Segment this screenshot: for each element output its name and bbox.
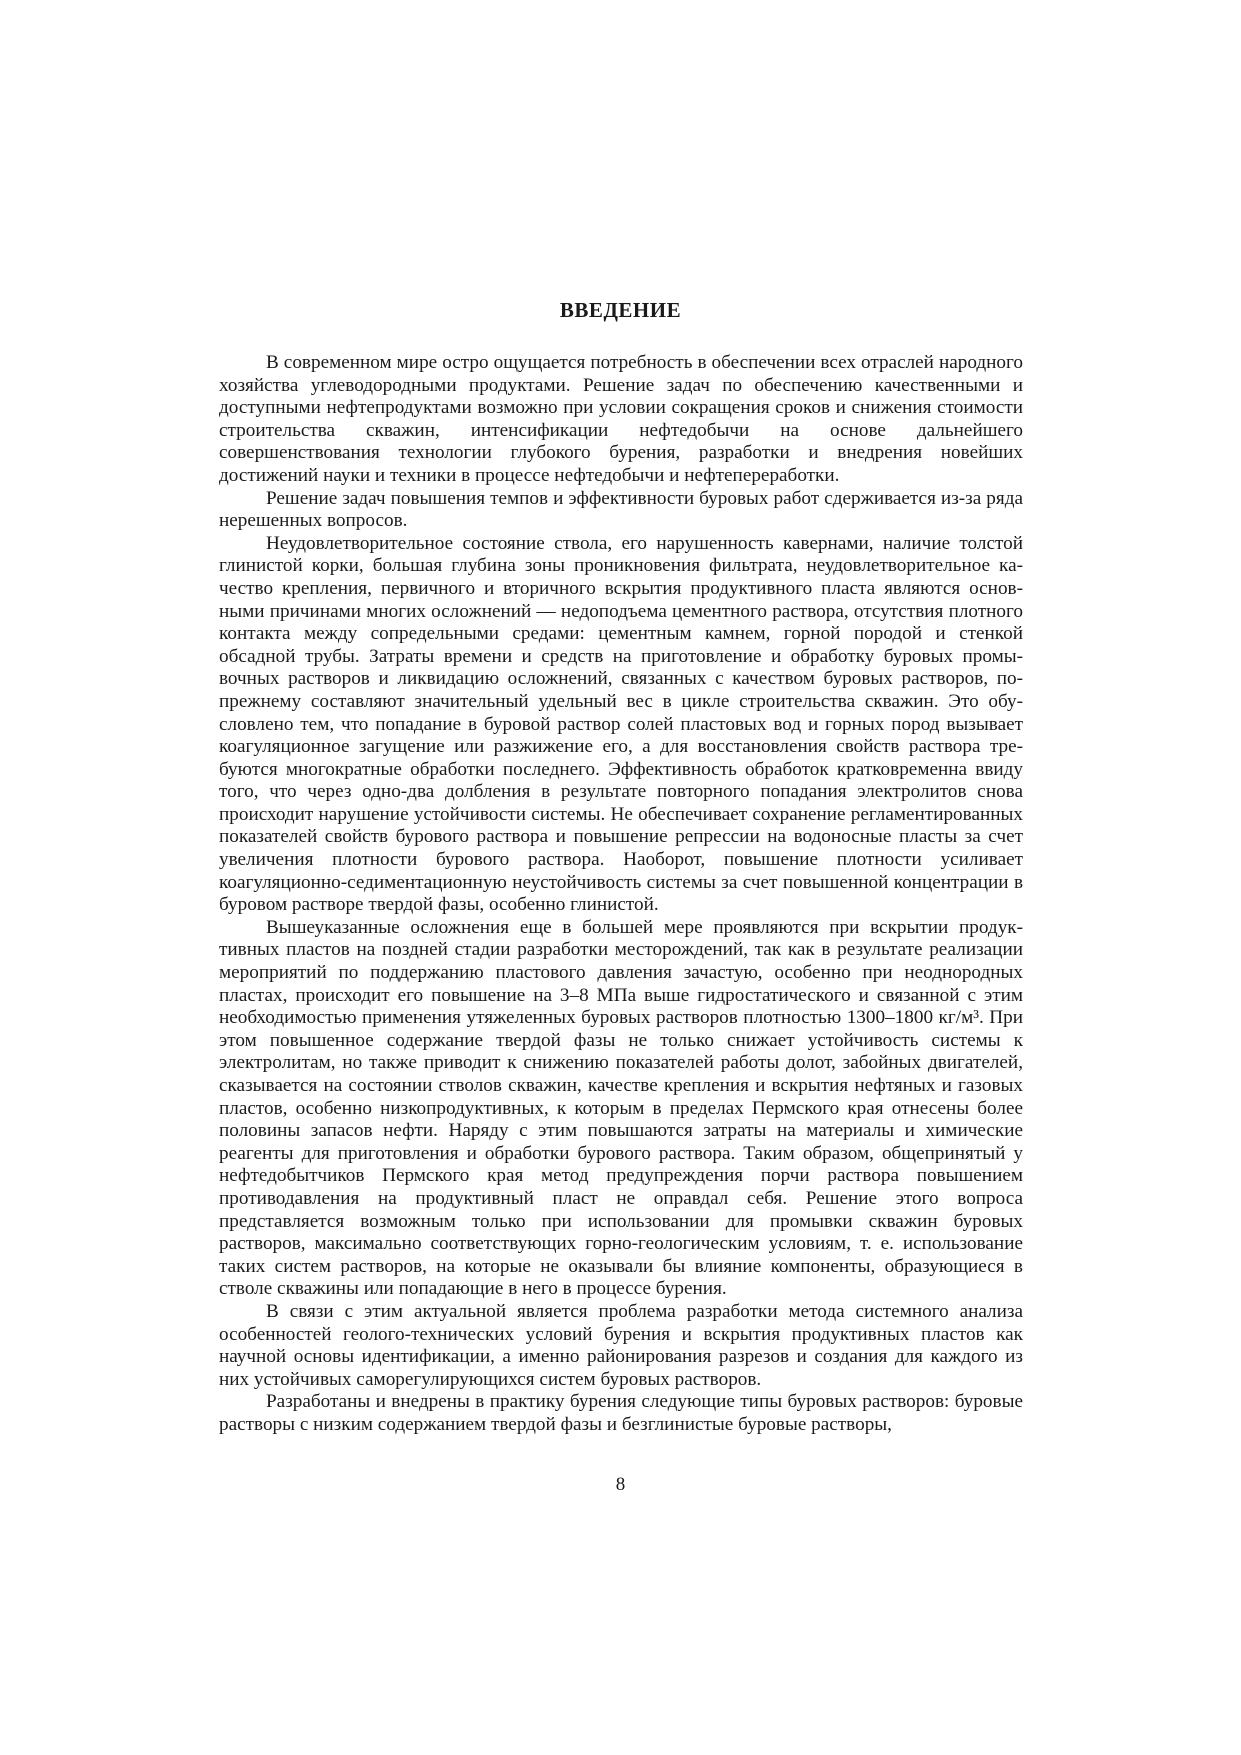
body-text <box>219 352 1023 1437</box>
paragraph: Разработаны и внедрены в практику бурения следующие типы буровых растворов: буровые растворы с низким содержанием твердой фазы и безглинистые буровые растворы, <box>219 1391 1023 1435</box>
paragraph: В связи с этим актуальной является проблема разработки метода системного анализа особенностей геолого-технических условий бурения и вскрытия продуктивных пластов как научной основы идентификации, а именно районирования разрезов и создания для каждого из них устойчивых саморегулирующихся систем буровых растворов. <box>219 1300 1023 1390</box>
paragraph: Вышеуказанные осложнения еще в большей мере проявляются при вскрытии продуктивных пластов на поздней стадии разработки месторождений, так как в результате реализации мероприятий по поддержанию пластового давления зачастую, особенно при неоднородных пластах, происходит его повышение на 3–8 МПа выше гидростатического и связанной с этим необходимостью применения утяжеленных буровых растворов плотностью 1300–1800 кг/м³. При этом повышенное содержание твердой фазы не только снижает устойчивость системы к электролитам, но также приводит к снижению показателей работы долот, забойных двигателей, сказывается на состоянии стволов скважин, качестве крепления и вскрытия нефтяных и газовых пластов, особенно низкопродуктивных, к которым в пределах Пермского края отнесены более половины запасов нефти. Наряду с этим повышаются затраты на материалы и химические реагенты для приготовления и обработки бурового раствора. Таким образом, общепринятый у нефтедобытчиков Пермского края метод предупреждения порчи раствора повышением противодавления на продуктивный пласт не оправдал себя. Решение этого вопроса представляется возможным только при использовании для промывки скважин буровых растворов, максимально соответствующих горно-геологическим условиям, т. е. использование таких систем растворов, на которые не оказывали бы влияние компоненты, образующиеся в стволе скважины или попадающие в него в процессе бурения. <box>219 916 1023 1300</box>
page-title: ВВЕДЕНИЕ <box>559 298 682 322</box>
paragraph: Решение задач повышения темпов и эффективности буровых работ сдерживается из-за ряда нерешенных вопросов. <box>219 487 1023 532</box>
page-number: 8 <box>615 1474 626 1495</box>
paragraph: Неудовлетворительное состояние ствола, его нарушенность кавернами, наличие толстой глинистой корки, большая глубина зоны проникновения фильтрата, неудовлетворительное качество крепления, первичного и вторичного вскрытия продуктивного пласта являются основными причинами многих осложнений — недоподъема цементного раствора, отсутствия плотного контакта между сопредельными средами: цементным камнем, горной породой и стенкой обсадной трубы. Затраты времени и средств на приготовление и обработку буровых промывочных растворов и ликвидацию осложнений, связанных с качеством буровых растворов, по-прежнему составляют значительный удельный вес в цикле строительства скважин. Это обусловлено тем, что попадание в буровой раствор солей пластовых вод и горных пород вызывает коагуляционное загущение или разжижение его, а для восстановления свойств раствора требуются многократные обработки последнего. Эффективность обработок кратковременна ввиду того, что через одно-два долбления в результате повторного попадания электролитов снова происходит нарушение устойчивости системы. Не обеспечивает сохранение регламентированных показателей свойств бурового раствора и повышение репрессии на водоносные пласты за счет увеличения плотности бурового раствора. Наоборот, повышение плотности усиливает коагуляционно-седиментационную неустойчивость системы за счет повышенной концентрации в буровом растворе твердой фазы, особенно глинистой. <box>219 532 1023 916</box>
paragraph: В современном мире остро ощущается потребность в обеспечении всех отраслей народного хозяйства углеводородными продуктами. Решение задач по обеспечению качественными и доступными нефтепродуктами возможно при условии сокращения сроков и снижения стоимости строительства скважин, интенсификации нефтедобычи на основе дальнейшего совершенствования технологии глубокого бурения, разработки и внедрения новейших достижений науки и техники в процессе нефтедобычи и нефтепереработки. <box>219 352 1023 486</box>
